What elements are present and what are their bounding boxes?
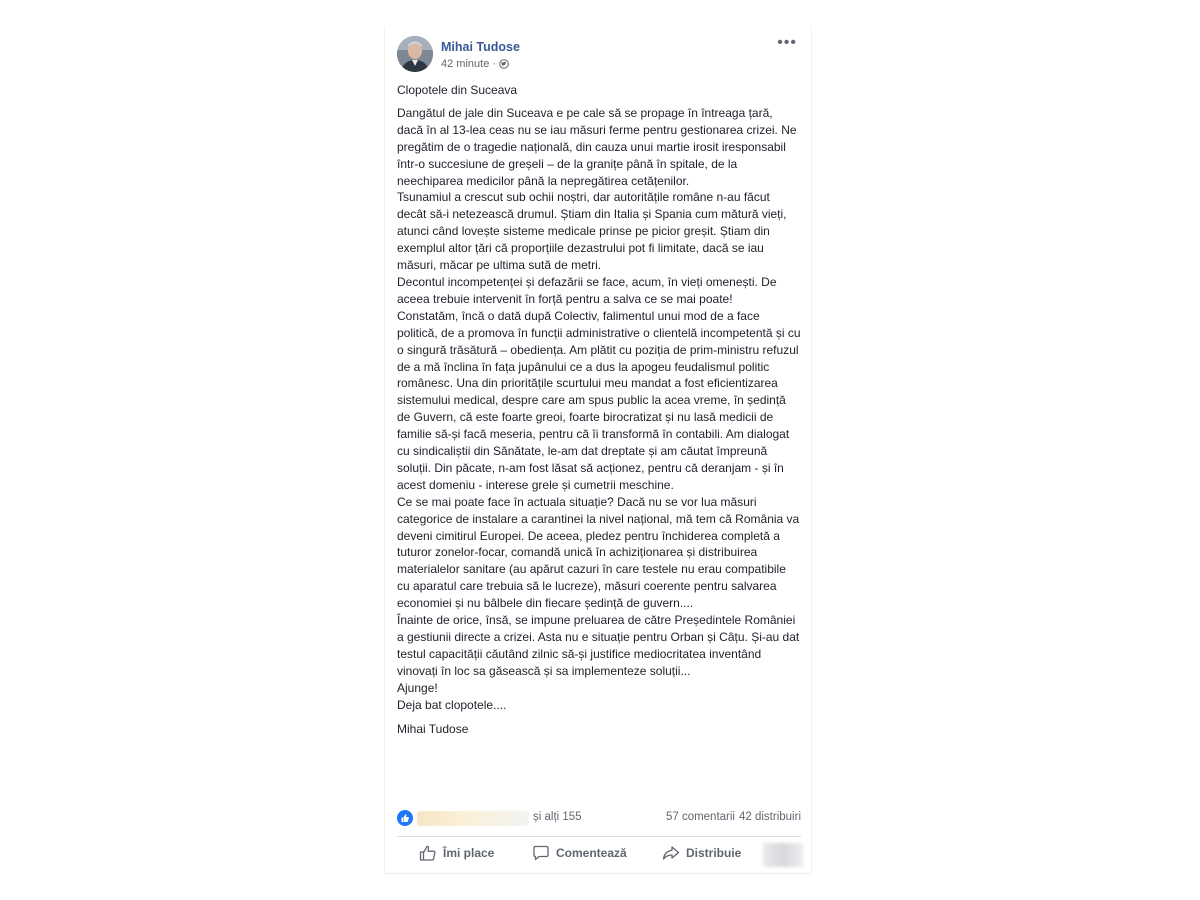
share-button[interactable] <box>662 845 741 861</box>
like-button[interactable] <box>419 845 494 861</box>
author-name[interactable]: Mihai Tudose <box>441 40 520 54</box>
comment-button-label: Comentează <box>556 846 627 860</box>
post-header <box>397 36 801 76</box>
globe-icon <box>499 59 509 69</box>
blurred-reactor-names <box>417 811 529 826</box>
engagement-counts <box>666 811 801 823</box>
post-paragraph: Deja bat clopotele.... <box>397 697 507 712</box>
post-signature: Mihai Tudose <box>397 721 469 736</box>
like-button-label: Îmi place <box>443 846 495 860</box>
facebook-post <box>384 26 812 874</box>
post-meta <box>441 58 509 70</box>
post-body <box>397 82 801 737</box>
like-reaction-icon[interactable] <box>397 810 413 826</box>
post-time[interactable]: 42 minute · <box>441 58 497 70</box>
shares-count[interactable]: 42 distribuiri <box>739 811 801 823</box>
post-paragraph: Ajunge! <box>397 680 438 695</box>
comments-count[interactable]: 57 comentarii <box>665 811 735 823</box>
comment-bubble-icon <box>532 845 550 861</box>
more-options-icon[interactable]: ••• <box>777 34 797 51</box>
blurred-viewer-avatar[interactable] <box>763 843 803 867</box>
post-paragraph: Decontul incompetenței și defazării se face, acum, în vieți omenești. De aceea trebuie intervenit în forță pentru a salva ce se mai poate! <box>397 274 777 306</box>
comment-button[interactable] <box>532 845 627 861</box>
post-paragraph: Înainte de orice, însă, se impune preluarea de către Președintele României a gestiunii directe a crizei. Asta nu e situație pentru Orban și Câțu. Și-au dat testul capacității căutând zilnic să-și justifice mediocritatea inventând vinovați în loc sa găsească și sa implementeze soluții... <box>397 613 800 678</box>
post-paragraph: Ce se mai poate face în actuala situație? Dacă nu se vor lua măsuri categorice de instalare a carantinei la nivel național, mă tem că România va deveni cimitirul Europei. De aceea, pledez pentru închiderea completă a tuturor zonelor-focar, comandă unică în achiziționarea și distribuirea materialelor sanitare (au apărut cazuri în care testele nu erau compatibile cu aparatul care trebuia să le lucreze), măsuri coerente pentru salvarea economiei și nu bâlbele din fiecare ședință de guvern.... <box>397 494 800 611</box>
author-avatar[interactable] <box>397 36 433 72</box>
post-title: Clopotele din Suceava <box>397 83 518 97</box>
avatar-image-icon <box>397 36 433 72</box>
reaction-stats <box>397 808 801 828</box>
thumbs-up-icon <box>419 845 437 861</box>
post-actions <box>397 836 801 869</box>
post-paragraph: Dangătul de jale din Suceava e pe cale să se propage în întreaga țară, dacă în al 13-lea ceas nu se iau măsuri ferme pentru gestionarea crizei. Ne pregătim de o tragedie națională, din cauza unui martie irosit iresponsabil într-o succesiune de greșeli – de la granițe până în spitale, de la neechiparea medicilor până la nepregătirea cetățenilor. <box>397 105 797 188</box>
share-arrow-icon <box>662 845 680 861</box>
post-paragraph: Constatăm, încă o dată după Colectiv, falimentul unui mod de a face politică, de a promova în funcții administrative o clientelă incompetentă și cu o singură trăsătură – obediența. Am plătit cu poziția de prim-ministru refuzul de a mă înclina în fața jupânului ce a dus la apogeu feudalismul politic românesc. Una din prioritățile scurtului meu mandat a fost eficientizarea sistemului medical, despre care am spus public la acea vreme, în ședință de Guvern, că este foarte greoi, foarte birocratizat și nu lasă medicii de familie să-și facă meseria, pentru că îi transformă în contabili. Am dialogat cu sindicaliștii din Sănătate, le-am dat dreptate și am căutat împreună soluții. Din păcate, n-am fost lăsat să acționez, pentru că deranjam - și în acest domeniu - interese grele și cumetrii meschine. <box>397 308 801 492</box>
reaction-count[interactable]: și alți 155 <box>533 811 582 823</box>
post-paragraph: Tsunamiul a crescut sub ochii noștri, dar autoritățile române n-au făcut decât să-i netezească drumul. Știam din Italia și Spania cum mătură vieți, atunci când lovește sisteme medicale prinse pe picior greșit. Știam din exemplul altor țări că proporțiile dezastrului pot fi limitate, dacă se iau măsuri, măcar pe ultima sută de metri. <box>397 190 787 273</box>
share-button-label: Distribuie <box>686 846 742 860</box>
